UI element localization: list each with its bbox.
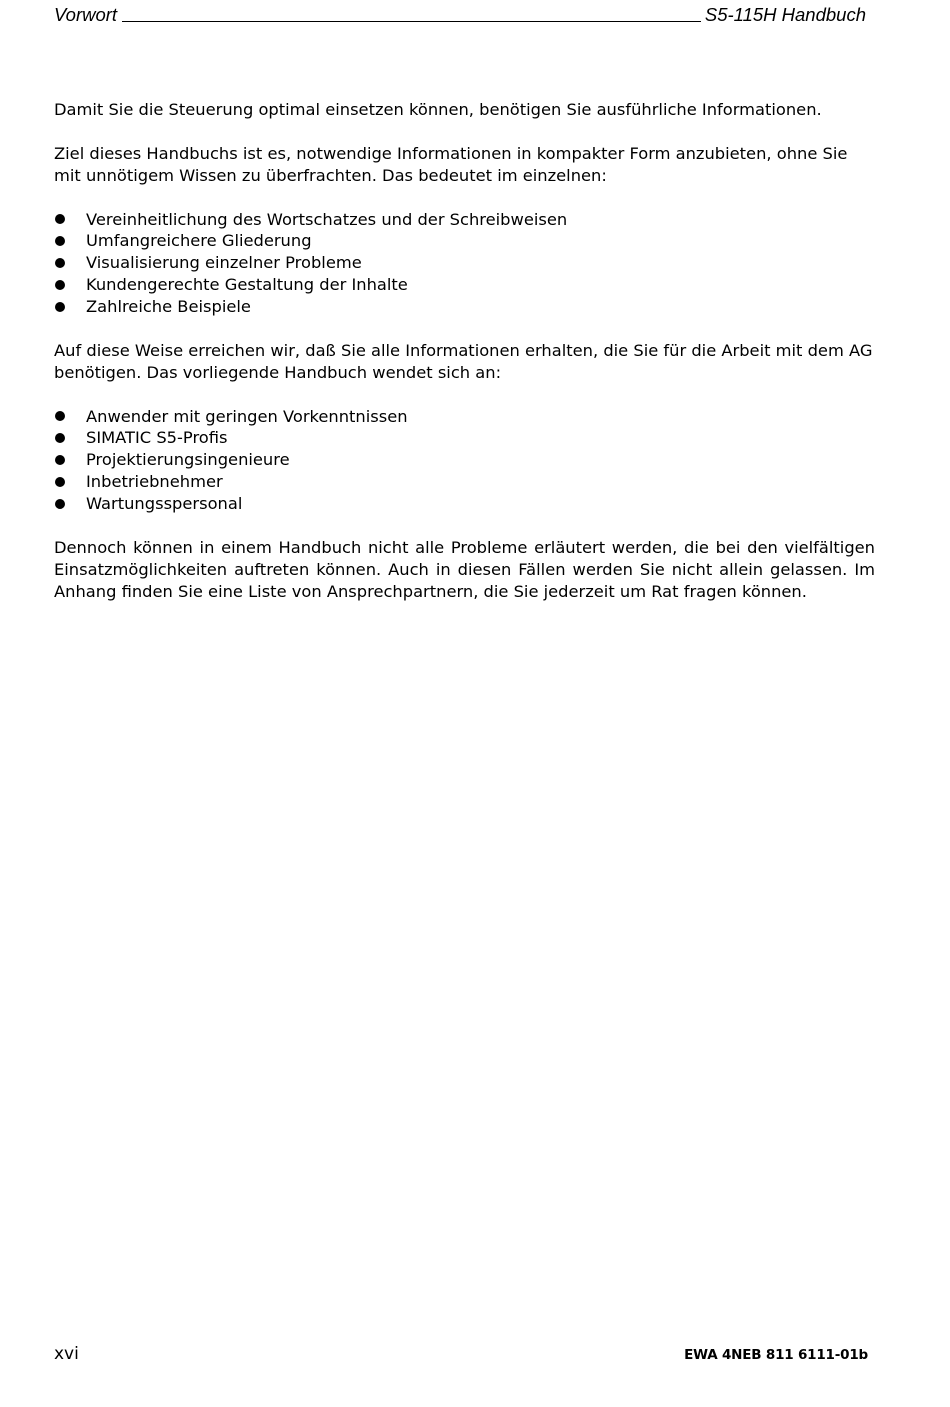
list-item-text: Projektierungsingenieure (86, 450, 290, 470)
bullet-icon (55, 236, 65, 246)
bullet-icon (55, 214, 65, 224)
page-header (54, 0, 866, 26)
list-item (54, 274, 875, 296)
header-manual-title: S5-115H Handbuch (704, 4, 866, 25)
bullet-icon (55, 455, 65, 465)
list-item-text: Vereinheitlichung des Wortschatzes und der Schreibweisen (86, 209, 568, 229)
bullet-icon (55, 499, 65, 509)
page-number: xvi (54, 1344, 79, 1364)
list-item (54, 427, 875, 449)
list-item-text: Zahlreiche Beispiele (86, 297, 251, 317)
goals-list (54, 209, 875, 318)
list-item-text: Umfangreichere Gliederung (86, 231, 312, 251)
list-item (54, 449, 875, 471)
list-item-text: Kundengerechte Gestaltung der Inhalte (86, 275, 408, 295)
bullet-icon (55, 258, 65, 268)
goal-paragraph: Ziel dieses Handbuchs ist es, notwendige Informationen in kompakter Form anzubieten, ohne Sie mit unnötigem Wissen zu überfrachten. Das bedeutet im einzelnen: (54, 143, 848, 185)
list-item (54, 471, 875, 493)
bullet-icon (55, 280, 65, 290)
list-item-text: Wartungsspersonal (86, 494, 243, 514)
closing-paragraph: Dennoch können in einem Handbuch nicht alle Probleme erläutert werden, die bei den vielfältigen Einsatzmöglichkeiten auftreten können. Auch in diesen Fällen werden Sie nicht allein gelassen. Im Anhang finden Sie eine Liste von Ansprechpartnern, die Sie jederzeit um Rat fragen können. (54, 537, 875, 601)
intro-paragraph: Damit Sie die Steuerung optimal einsetzen können, benötigen Sie ausführliche Informationen. (54, 100, 822, 119)
list-item (54, 406, 875, 428)
list-item-text: SIMATIC S5-Profis (86, 428, 228, 448)
list-item (54, 493, 875, 515)
list-item (54, 230, 875, 252)
page-body (54, 99, 875, 625)
bullet-icon (55, 411, 65, 421)
list-item-text: Anwender mit geringen Vorkenntnissen (86, 406, 408, 426)
bullet-icon (55, 433, 65, 443)
order-number: EWA 4NEB 811 6111-01b (684, 1347, 868, 1363)
list-item (54, 296, 875, 318)
list-item (54, 252, 875, 274)
header-section-title: Vorwort (54, 4, 118, 25)
bullet-icon (55, 302, 65, 312)
header-rule (122, 21, 701, 22)
list-item-text: Inbetriebnehmer (86, 472, 223, 492)
bullet-icon (55, 477, 65, 487)
audience-list (54, 406, 875, 515)
audience-paragraph: Auf diese Weise erreichen wir, daß Sie alle Informationen erhalten, die Sie für die Arbeit mit dem AG benötigen. Das vorliegende Handbuch wendet sich an: (54, 340, 873, 382)
list-item-text: Visualisierung einzelner Probleme (86, 253, 362, 273)
list-item (54, 209, 875, 231)
